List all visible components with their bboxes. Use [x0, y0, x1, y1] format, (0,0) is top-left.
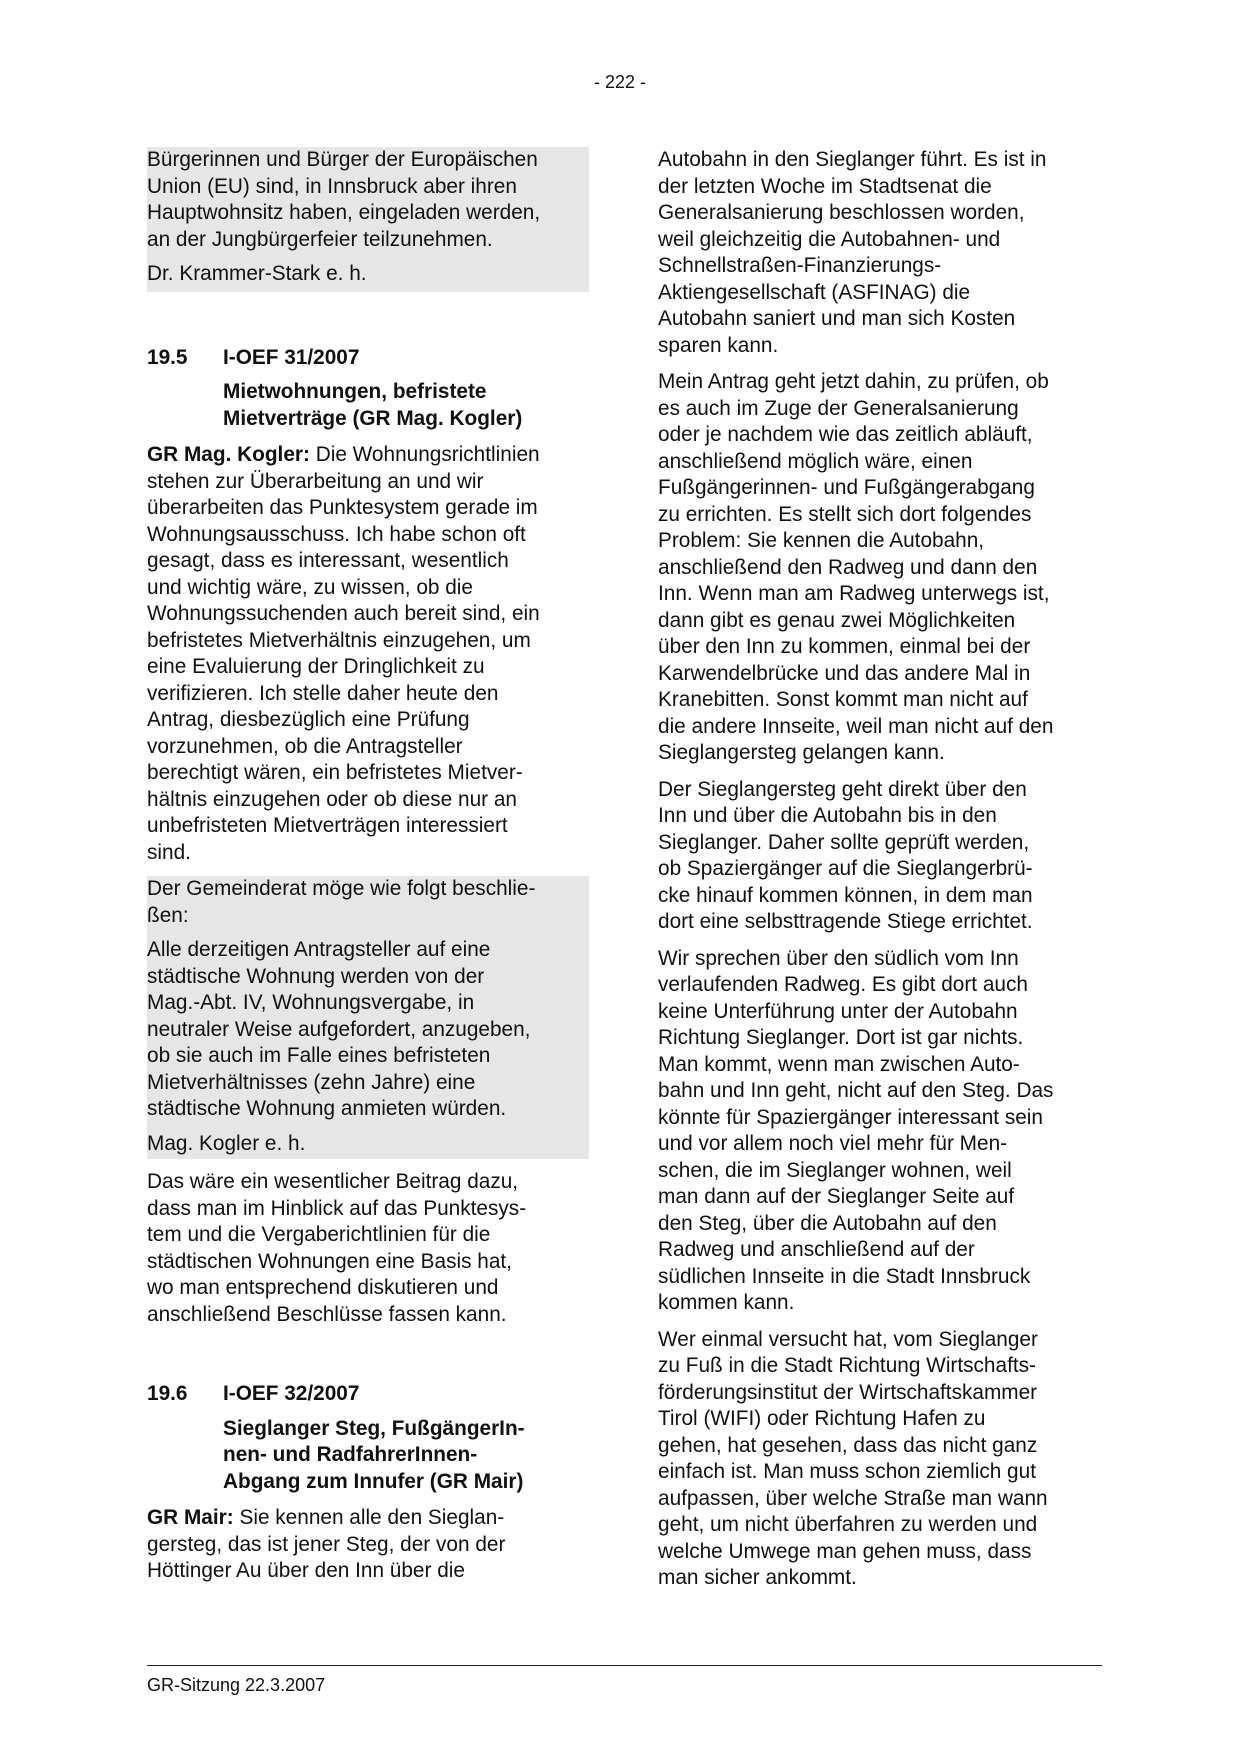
right-column	[658, 147, 1100, 1592]
paragraph: Der Sieglangersteg geht direkt über den Inn und über die Autobahn bis in den Sieglanger. Daher sollte geprüft werden, ob Spaziergänger auf die Sieglangerbrü- cke hinauf kommen können, in dem man dort eine selbsttragende Stiege errichtet.	[658, 777, 1033, 933]
quoted-motion-box	[147, 147, 589, 292]
section-code: I-OEF 31/2007	[223, 345, 360, 369]
speaker-name: GR Mair:	[147, 1506, 234, 1529]
motion-body: Alle derzeitigen Antragsteller auf eine städtische Wohnung werden von der Mag.-Abt. IV, Wohnungsvergabe, in neutraler Weise aufgefordert, anzugeben, ob sie auch im Falle eines befristeten Mietverhältnisses (zehn Jahre) eine städtische Wohnung anmieten würden.	[147, 938, 531, 1120]
section-number: 19.5	[147, 345, 188, 369]
motion-text: Bürgerinnen und Bürger der Europäischen Union (EU) sind, in Innsbruck aber ihren Hauptwohnsitz haben, eingeladen werden, an der Jungbürgerfeier teilzunehmen.	[147, 148, 541, 251]
paragraph: Autobahn in den Sieglanger führt. Es ist in der letzten Woche im Stadtsenat die Generalsanierung beschlossen worden, weil gleichzeitig die Autobahnen- und Schnellstraßen-Finanzierungs- Aktiengesellschaft (ASFINAG) die Autobahn saniert und man sich Kosten sparen kann.	[658, 148, 1047, 357]
page-number: - 222 -	[593, 72, 647, 92]
speech-mair: GR Mair: Sie kennen alle den Sieglan- gersteg, das ist jener Steg, der von der Höttinger Au über den Inn über die	[147, 1506, 506, 1582]
motion-intro: Der Gemeinderat möge wie folgt beschlie- ßen:	[147, 877, 536, 927]
signature: Mag. Kogler e. h.	[147, 1131, 306, 1155]
motion-box	[147, 876, 589, 1159]
section-heading-19-5	[147, 345, 589, 372]
paragraph: Wir sprechen über den südlich vom Inn verlaufenden Radweg. Es gibt dort auch keine Unterführung unter der Autobahn Richtung Sieglanger. Dort ist gar nichts. Man kommt, wenn man zwischen Auto- bahn und Inn geht, nicht auf den Steg. Das könnte für Spaziergänger interessant sein und vor allem noch viel mehr für Men- schen, die im Sieglanger wohnen, weil man dann auf der Sieglanger Seite auf den Steg, über die Autobahn auf den Radweg und anschließend auf der südlichen Innseite in die Stadt Innsbruck kommen kann.	[658, 946, 1054, 1314]
signature: Dr. Krammer-Stark e. h.	[147, 262, 367, 285]
speech-kogler: GR Mag. Kogler: Die Wohnungsrichtlinien stehen zur Überarbeitung an und wir überarbeiten das Punktesystem gerade im Wohnungsausschuss. Ich habe schon oft gesagt, dass es interessant, wesentlich und wichtig wäre, zu wissen, ob die Wohnungssuchenden auch bereit sind, ein befristetes Mietverhältnis einzugehen, um eine Evaluierung der Dringlichkeit zu verifizieren. Ich stelle daher heute den Antrag, diesbezüglich eine Prüfung vorzunehmen, ob die Antragsteller berechtigt wären, ein befristetes Mietver- hältnis einzugehen oder ob diese nur an unbefristeten Mietverträgen interessiert sind.	[147, 443, 540, 864]
paragraph: Das wäre ein wesentlicher Beitrag dazu, dass man im Hinblick auf das Punktesys- tem und die Vergaberichtlinien für die städtischen Wohnungen eine Basis hat, wo man entsprechend diskutieren und anschließend Beschlüsse fassen kann.	[147, 1170, 527, 1326]
paragraph: Wer einmal versucht hat, vom Sieglanger zu Fuß in die Stadt Richtung Wirtschafts- förderungsinstitut der Wirtschaftskammer Tirol (WIFI) oder Richtung Hafen zu gehen, hat gesehen, dass das nicht ganz einfach ist. Man muss schon ziemlich gut aufpassen, über welche Straße man wann geht, um nicht überfahren zu werden und welche Umwege man gehen muss, dass man sicher ankommt.	[658, 1327, 1048, 1589]
section-heading-19-6	[147, 1381, 589, 1408]
left-column	[147, 147, 589, 1585]
section-title: Sieglanger Steg, FußgängerIn- nen- und RadfahrerInnen- Abgang zum Innufer (GR Mair)	[223, 1416, 525, 1493]
section-number: 19.6	[147, 1382, 188, 1405]
footer-divider	[147, 1665, 1102, 1666]
section-code: I-OEF 32/2007	[223, 1382, 360, 1405]
speaker-name: GR Mag. Kogler:	[147, 443, 310, 466]
paragraph: Mein Antrag geht jetzt dahin, zu prüfen, ob es auch im Zuge der Generalsanierung oder je nachdem wie das zeitlich abläuft, anschließend möglich wäre, einen Fußgängerinnen- und Fußgängerabgang zu errichten. Es stellt sich dort folgendes Problem: Sie kennen die Autobahn, anschließend den Radweg und dann den Inn. Wenn man am Radweg unterwegs ist, dann gibt es genau zwei Möglichkeiten über den Inn zu kommen, einmal bei der Karwendelbrücke und das andere Mal in Kranebitten. Sonst kommt man nicht auf die andere Innseite, weil man nicht auf den Sieglangersteg gelangen kann.	[658, 370, 1054, 764]
footer-text: GR-Sitzung 22.3.2007	[147, 1675, 326, 1695]
section-title: Mietwohnungen, befristete Mietverträge (GR Mag. Kogler)	[223, 380, 523, 430]
